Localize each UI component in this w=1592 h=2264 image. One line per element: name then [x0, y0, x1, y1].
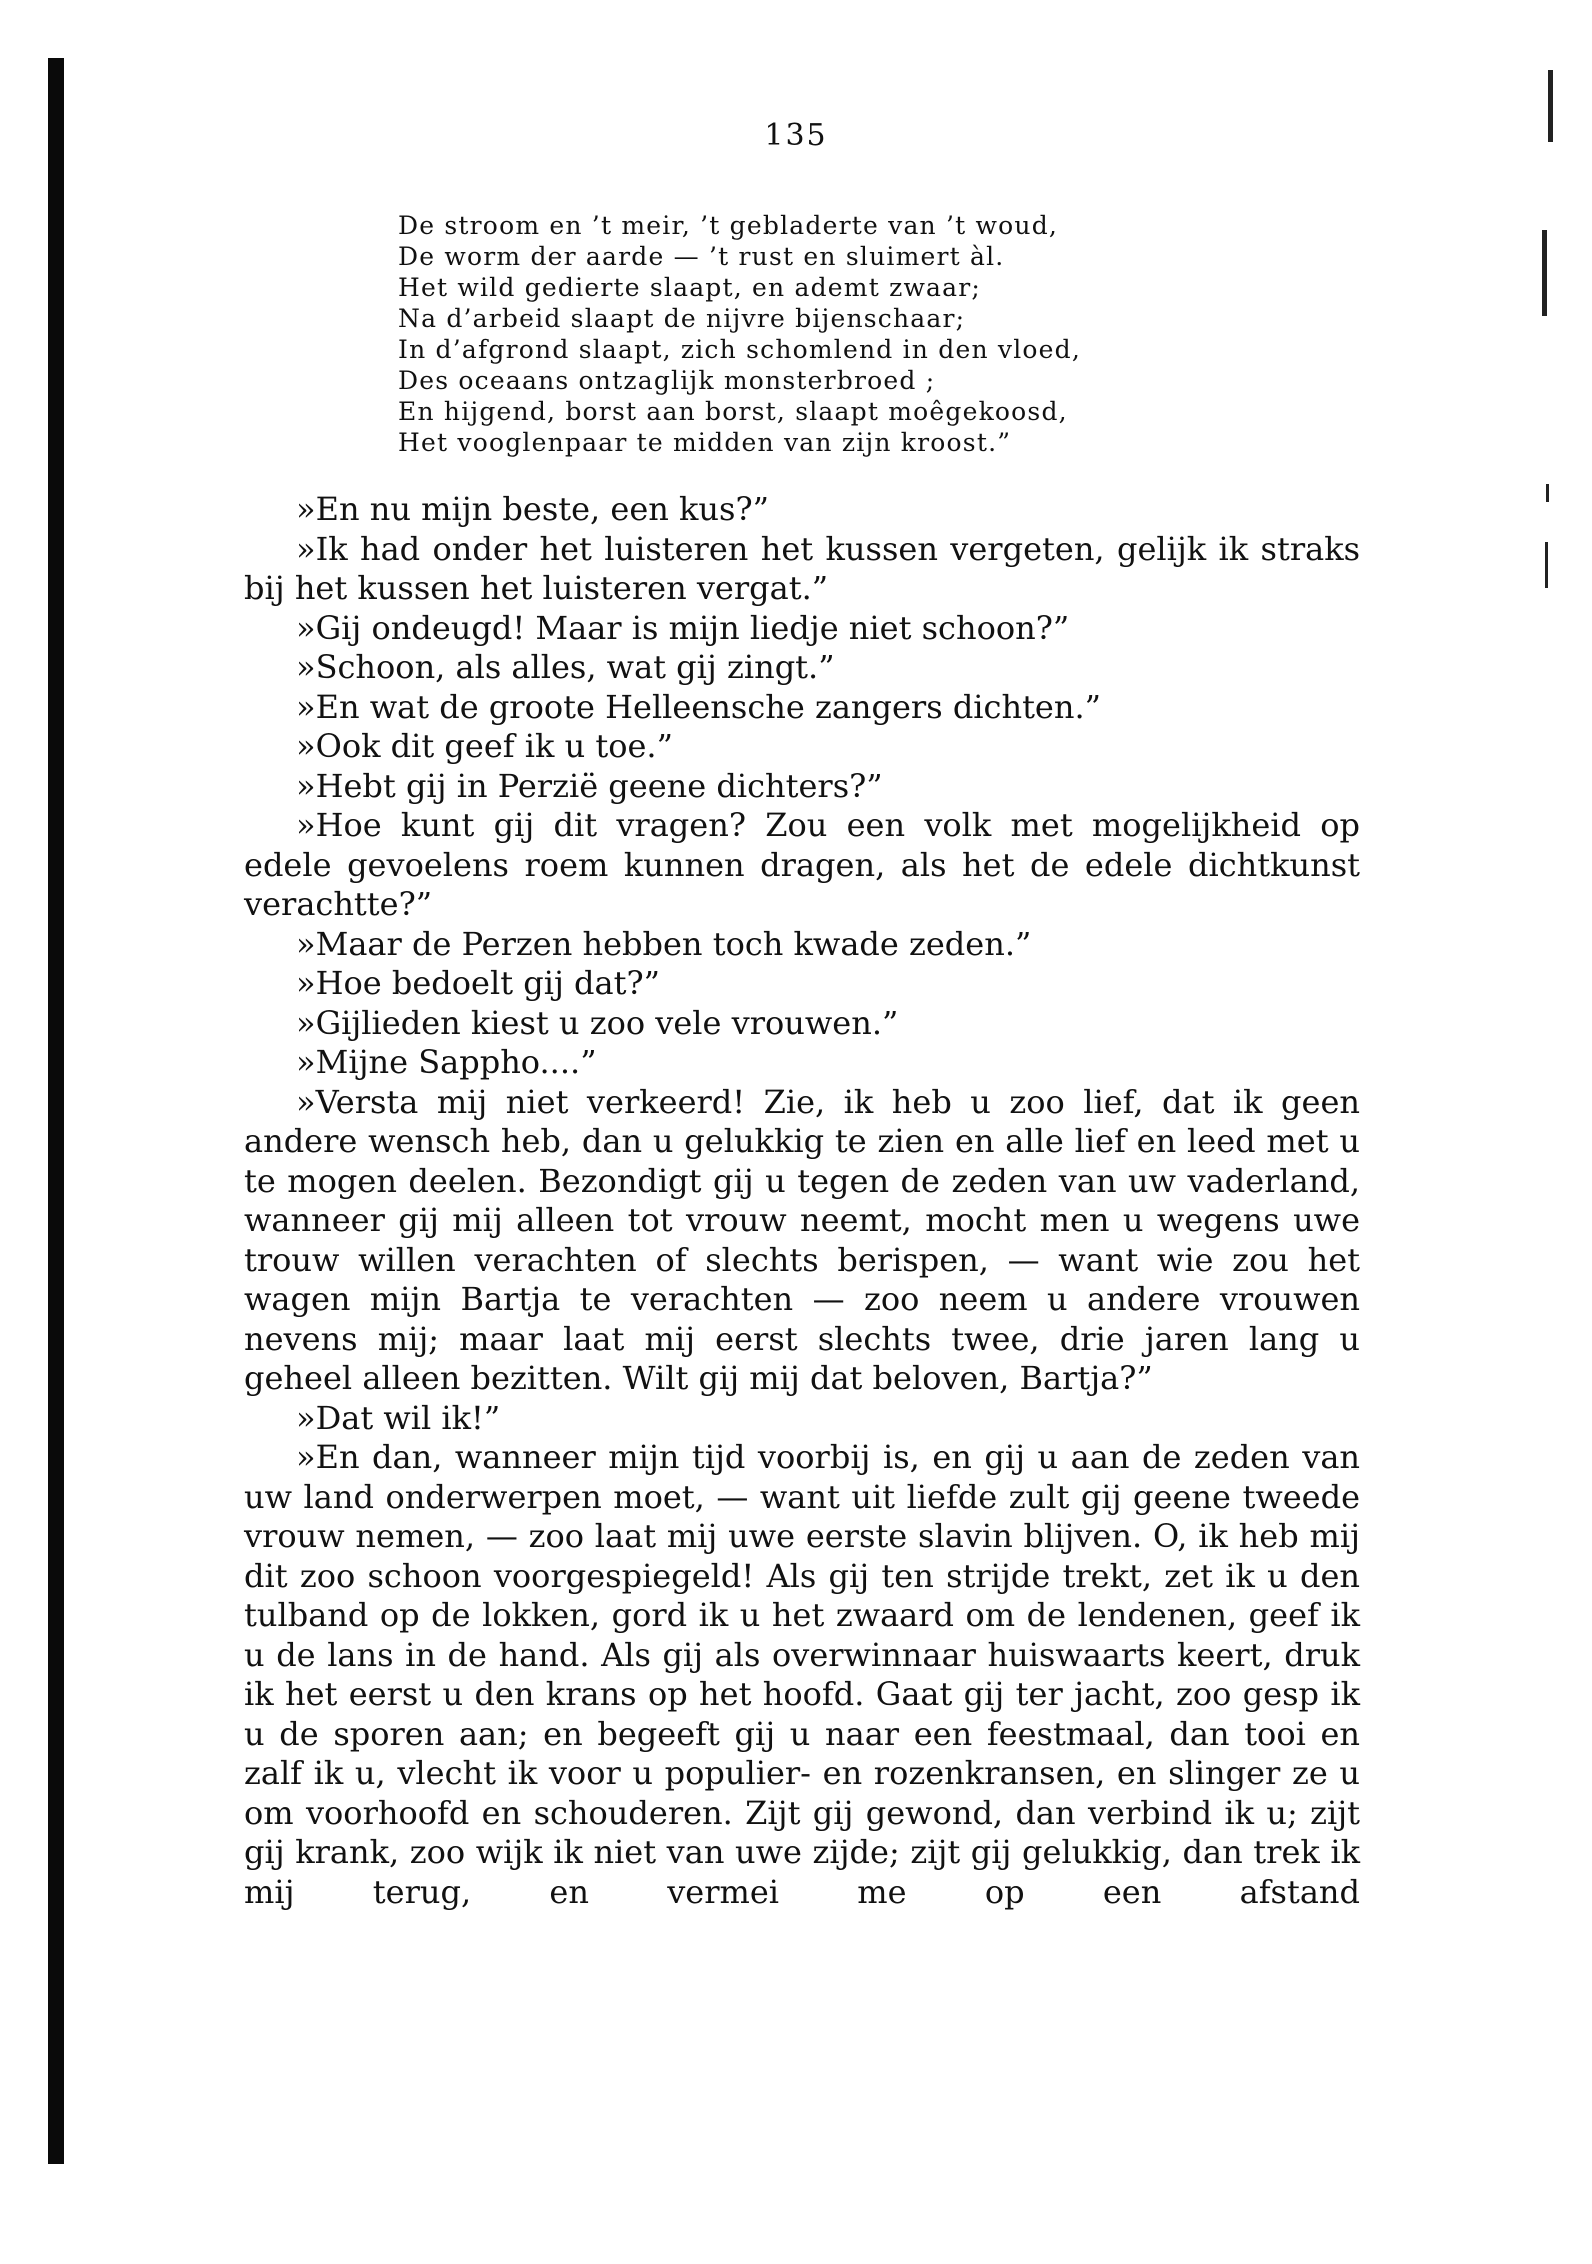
dialogue-paragraph: »Gijlieden kiest u zoo vele vrouwen.” — [296, 1003, 899, 1042]
prose-body — [244, 490, 1360, 1912]
scan-edge-left — [48, 58, 64, 2164]
dialogue-paragraph: »Hoe bedoelt gij dat?” — [296, 964, 660, 1002]
dialogue-paragraph: »Gij ondeugd! Maar is mijn liedje niet schoon?” — [296, 608, 1070, 647]
dialogue-paragraph: »Ik had onder het luisteren het kussen vergeten, gelijk ik straks bij het kussen het luisteren vergat.” — [244, 529, 1360, 607]
dialogue-paragraph: »Dat wil ik!” — [296, 1398, 501, 1437]
dialogue-paragraph: »Schoon, als alles, wat gij zingt.” — [296, 648, 835, 686]
dialogue-paragraph: »Hoe kunt gij dit vragen? Zou een volk met mogelijkheid op edele gevoelens roem kunnen dragen, als het de edele dichtkunst verachtte?” — [244, 806, 1360, 923]
poem-block — [398, 210, 1398, 458]
scan-mark-right — [1545, 542, 1548, 588]
dialogue-paragraph: »En wat de groote Helleensche zangers dichten.” — [296, 687, 1101, 726]
scan-mark-right — [1542, 230, 1547, 316]
poem-line: De worm der aarde — ’t rust en sluimert àl. — [398, 242, 1005, 271]
poem-line: Des oceaans ontzaglijk monsterbroed ; — [398, 366, 936, 395]
dialogue-paragraph: »Maar de Perzen hebben toch kwade zeden.” — [296, 924, 1032, 963]
page-number: 135 — [764, 118, 828, 153]
dialogue-paragraph: »Mijne Sappho....” — [296, 1043, 597, 1081]
poem-line: Het wild gedierte slaapt, en ademt zwaar; — [398, 273, 982, 302]
dialogue-paragraph: »Ook dit geef ik u toe.” — [296, 727, 673, 765]
poem-line: En hijgend, borst aan borst, slaapt moêgekoosd, — [398, 397, 1068, 426]
dialogue-paragraph: »Versta mij niet verkeerd! Zie, ik heb u zoo lief, dat ik geen andere wensch heb, dan u gelukkig te zien en alle lief en leed met u te mogen deelen. Bezondigt gij u tegen de zeden van uw vaderland, wanneer gij mij alleen tot vrouw neemt, mocht men u wegens uwe trouw willen verachten of slechts berispen, — want wie zou het wagen mijn Bartja te verachten — zoo neem u andere vrouwen nevens mij; maar laat mij eerst slechts twee, drie jaren lang u geheel alleen bezitten. Wilt gij mij dat beloven, Bartja?” — [244, 1082, 1360, 1397]
poem-line: In d’afgrond slaapt, zich schomlend in den vloed, — [398, 335, 1082, 364]
poem-line: Het vooglenpaar te midden van zijn kroost.” — [398, 428, 1012, 457]
poem-line: De stroom en ’t meir, ’t gebladerte van ’t woud, — [398, 211, 1059, 240]
poem-line: Na d’arbeid slaapt de nijvre bijenschaar; — [398, 304, 966, 333]
scan-mark-right — [1546, 484, 1549, 502]
dialogue-paragraph: »En dan, wanneer mijn tijd voorbij is, en gij u aan de zeden van uw land onderwerpen moet, — want uit liefde zult gij geene tweede vrouw nemen, — zoo laat mij uwe eerste slavin blijven. O, ik heb mij dit zoo schoon voorgespiegeld! Als gij ten strijde trekt, zet ik u den tulband op de lokken, gord ik u het zwaard om de lendenen, geef ik u de lans in de hand. Als gij als overwinnaar huiswaarts keert, druk ik het eerst u den krans op het hoofd. Gaat gij ter jacht, zoo gesp ik u de sporen aan; en begeeft gij u naar een feestmaal, dan tooi en zalf ik u, vlecht ik voor u populier- en rozenkransen, en slinger ze u om voorhoofd en schouderen. Zijt gij gewond, dan verbind ik u; zijt gij krank, zoo wijk ik niet van uwe zijde; zijt gij gelukkig, dan trek ik mij terug, en vermei me op een afstand — [244, 1438, 1360, 1911]
dialogue-paragraph: »Hebt gij in Perzië geene dichters?” — [296, 766, 883, 805]
dialogue-paragraph: »En nu mijn beste, een kus?” — [296, 490, 769, 528]
